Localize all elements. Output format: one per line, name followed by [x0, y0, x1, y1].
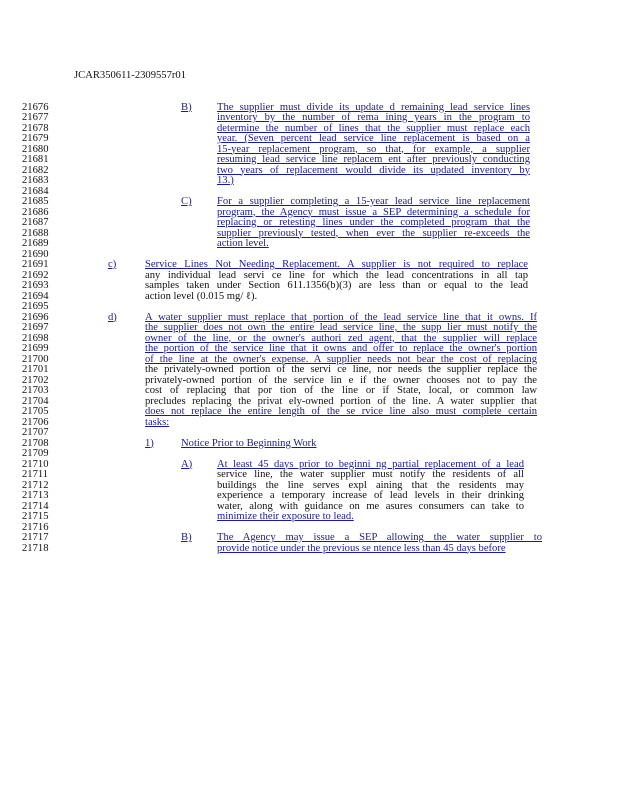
line-number: 21718: [22, 542, 49, 554]
line-number: 21679: [22, 133, 49, 144]
list-label: C): [181, 196, 192, 207]
text-line: action level (0.015 mg/ ℓ).: [145, 290, 258, 302]
text-line: 15-year replacement program, so that, for example, a supplier: [217, 143, 530, 155]
text-line: Service Lines Not Needing Replacement. A supplier is not required to replace: [145, 259, 528, 270]
list-label: B): [181, 532, 192, 543]
line-number: 21695: [22, 301, 49, 312]
line-number: 21694: [22, 290, 49, 302]
text-line: Notice Prior to Beginning Work: [181, 437, 317, 449]
text-line: two years of replacement would divide its updated inventory by: [217, 164, 530, 176]
line-number: 21700: [22, 353, 49, 365]
line-number: 21701: [22, 364, 49, 375]
text-line: cost of replacing that por tion of the line or if State, local, or common law: [145, 385, 537, 396]
text-line: inventory by the number of rema ining years in the program to: [217, 112, 530, 123]
text-line: action level.: [217, 238, 269, 249]
document-id: JCAR350611-2309557r01: [74, 70, 187, 81]
text-line: tasks:: [145, 416, 170, 428]
text-line: For a supplier completing a 15-year lead service line replacement: [217, 196, 530, 207]
text-line: water, along with guidance on me asures consumers can take to: [217, 500, 524, 512]
text-line: replacing or retesting lines under the completed program that the: [217, 217, 530, 228]
text-line: samples taken under Section 611.1356(b)(3) are less than or equal to the lead: [145, 280, 528, 291]
text-line: resuming lead service line replacem ent after previously conducting: [217, 154, 530, 165]
text-line: the portion of the service line that it owns and offer to replace the owner's portion: [145, 343, 537, 354]
text-line: buildings the line serves expl aining that the residents may: [217, 479, 524, 491]
text-line: The supplier must divide its update d remaining lead service lines: [217, 101, 530, 113]
line-number: 21698: [22, 332, 49, 344]
list-label: A): [181, 458, 193, 470]
line-number: 21703: [22, 385, 49, 396]
line-number: 21709: [22, 448, 49, 459]
line-number: 21708: [22, 437, 49, 449]
text-line: privately-owned portion of the service lin e if the owner chooses not to pay the: [145, 374, 537, 386]
line-number: 21686: [22, 206, 49, 218]
line-number: 21706: [22, 416, 49, 428]
line-number: 21688: [22, 227, 49, 239]
line-number: 21697: [22, 322, 49, 333]
line-number: 21681: [22, 154, 49, 165]
text-line: A water supplier must replace that portion of the lead service line that it owns. If: [145, 311, 537, 323]
text-line: the supplier does not own the entire lead service line, the supp lier must notify the: [145, 322, 537, 333]
list-label: d): [108, 311, 117, 323]
line-number: 21711: [22, 469, 49, 480]
text-line: does not replace the entire length of the se rvice line also must complete certain: [145, 406, 537, 417]
text-line: experience a temporary increase of lead levels in their drinking: [217, 490, 524, 501]
line-number: 21715: [22, 511, 49, 522]
text-line: program, the Agency must issue a SEP determining a schedule for: [217, 206, 530, 218]
line-number: 21702: [22, 374, 49, 386]
line-number: 21710: [22, 458, 49, 470]
text-line: 13.): [217, 175, 234, 186]
line-number: 21705: [22, 406, 49, 417]
line-number: 21693: [22, 280, 49, 291]
line-number: 21689: [22, 238, 49, 249]
line-number: 21714: [22, 500, 49, 512]
line-number: 21692: [22, 269, 49, 281]
line-number: 21683: [22, 175, 49, 186]
line-number: 21691: [22, 259, 49, 270]
text-line: minimize their exposure to lead.: [217, 511, 354, 522]
text-line: At least 45 days prior to beginni ng partial replacement of a lead: [217, 458, 524, 470]
line-number: 21684: [22, 185, 49, 197]
text-line: precludes replacing the privat ely-owned portion of the line. A water supplier that: [145, 395, 537, 407]
line-number: 21699: [22, 343, 49, 354]
line-number: 21707: [22, 427, 49, 438]
line-number: 21690: [22, 248, 49, 260]
line-number: 21685: [22, 196, 49, 207]
text-line: year. (Seven percent lead service line replacement is based on a: [217, 133, 530, 144]
list-label: 1): [145, 437, 154, 449]
text-line: provide notice under the previous se ntence less than 45 days before: [217, 542, 506, 554]
line-number: 21712: [22, 479, 49, 491]
text-line: The Agency may issue a SEP allowing the water supplier to: [217, 532, 542, 543]
text-line: the privately-owned portion of the servi ce line, nor needs the supplier replace the: [145, 364, 537, 375]
line-number: 21682: [22, 164, 49, 176]
line-number: 21704: [22, 395, 49, 407]
text-line: owner of the line, or the owner's authori zed agent, that the supplier will replace: [145, 332, 537, 344]
line-number: 21717: [22, 532, 49, 543]
text-line: supplier previously tested, when ever the supplier re-exceeds the: [217, 227, 530, 239]
line-number: 21696: [22, 311, 49, 323]
line-number: 21676: [22, 101, 49, 113]
line-number: 21677: [22, 112, 49, 123]
text-line: determine the number of lines that the supplier must replace each: [217, 122, 530, 134]
line-number: 21713: [22, 490, 49, 501]
line-number: 21680: [22, 143, 49, 155]
line-number: 21687: [22, 217, 49, 228]
list-label: B): [181, 101, 192, 113]
list-label: c): [108, 259, 117, 270]
text-line: service line, the water supplier must notify the residents of all: [217, 469, 524, 480]
line-number: 21678: [22, 122, 49, 134]
text-line: any individual lead servi ce line for which the lead concentrations in all tap: [145, 269, 528, 281]
line-number: 21716: [22, 521, 49, 533]
text-line: of the line at the owner's expense. A supplier needs not bear the cost of replacing: [145, 353, 537, 365]
